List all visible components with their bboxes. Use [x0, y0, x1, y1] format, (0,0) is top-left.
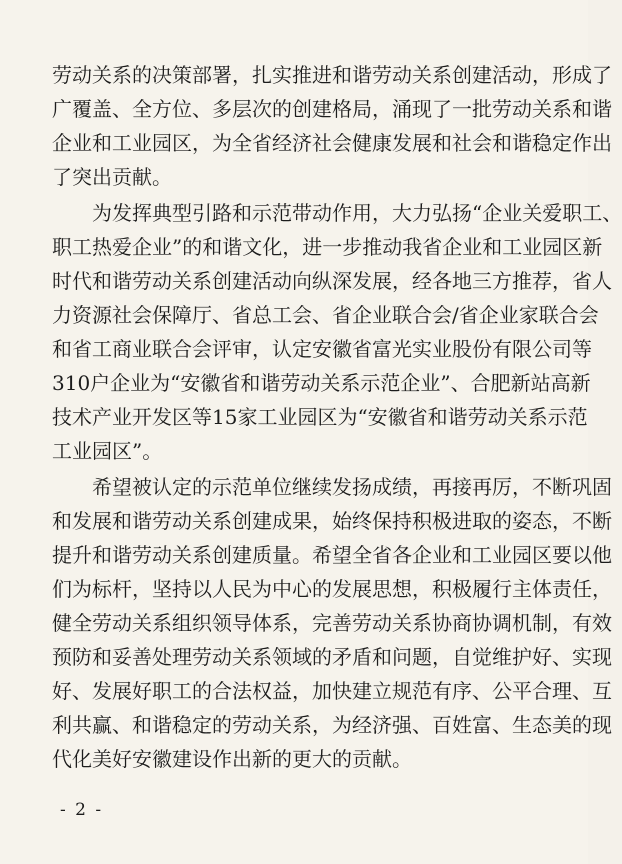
text-line: 时代和谐劳动关系创建活动向纵深发展，经各地三方推荐，省人 — [52, 269, 612, 293]
text-line: 了突出贡献。 — [52, 165, 172, 189]
text-line: 工业园区”。 — [52, 439, 163, 463]
text-line: 广覆盖、全方位、多层次的创建格局，涌现了一批劳动关系和谐 — [52, 97, 612, 121]
text-line: 提升和谐劳动关系创建质量。希望全省各企业和工业园区要以他 — [52, 543, 612, 567]
text-line: 职工热爱企业”的和谐文化，进一步推动我省企业和工业园区新 — [52, 235, 603, 259]
text-line: 代化美好安徽建设作出新的更大的贡献。 — [52, 747, 412, 771]
text-line: 预防和妥善处理劳动关系领域的矛盾和问题，自觉维护好、实现 — [52, 645, 612, 669]
text-line: 劳动关系的决策部署，扎实推进和谐劳动关系创建活动，形成了 — [52, 63, 612, 87]
paragraph-2 — [52, 196, 622, 468]
text-line: 和发展和谐劳动关系创建成果，始终保持积极进取的姿态，不断 — [52, 509, 612, 533]
text-line: 希望被认定的示范单位继续发扬成绩，再接再厉，不断巩固 — [52, 475, 612, 499]
text-line: 为发挥典型引路和示范带动作用，大力弘扬“企业关爱职工、 — [52, 201, 622, 225]
document-body — [52, 58, 622, 776]
text-line: 技术产业开发区等15家工业园区为“安徽省和谐劳动关系示范 — [52, 405, 588, 429]
text-line: 企业和工业园区，为全省经济社会健康发展和社会和谐稳定作出 — [52, 131, 612, 155]
text-line: 们为标杆，坚持以人民为中心的发展思想，积极履行主体责任， — [52, 577, 612, 601]
paragraph-1 — [52, 58, 612, 194]
text-line: 健全劳动关系组织领导体系，完善劳动关系协商协调机制，有效 — [52, 611, 612, 635]
text-line: 和省工商业联合会评审，认定安徽省富光实业股份有限公司等 — [52, 337, 592, 361]
text-line: 利共赢、和谐稳定的劳动关系，为经济强、百姓富、生态美的现 — [52, 713, 612, 737]
text-line: 力资源社会保障厅、省总工会、省企业联合会/省企业家联合会 — [52, 303, 599, 327]
paragraph-3 — [52, 470, 612, 776]
text-line: 310户企业为“安徽省和谐劳动关系示范企业”、合肥新站高新 — [52, 371, 591, 395]
page-number: - 2 - — [60, 800, 104, 820]
text-line: 好、发展好职工的合法权益，加快建立规范有序、公平合理、互 — [52, 679, 612, 703]
